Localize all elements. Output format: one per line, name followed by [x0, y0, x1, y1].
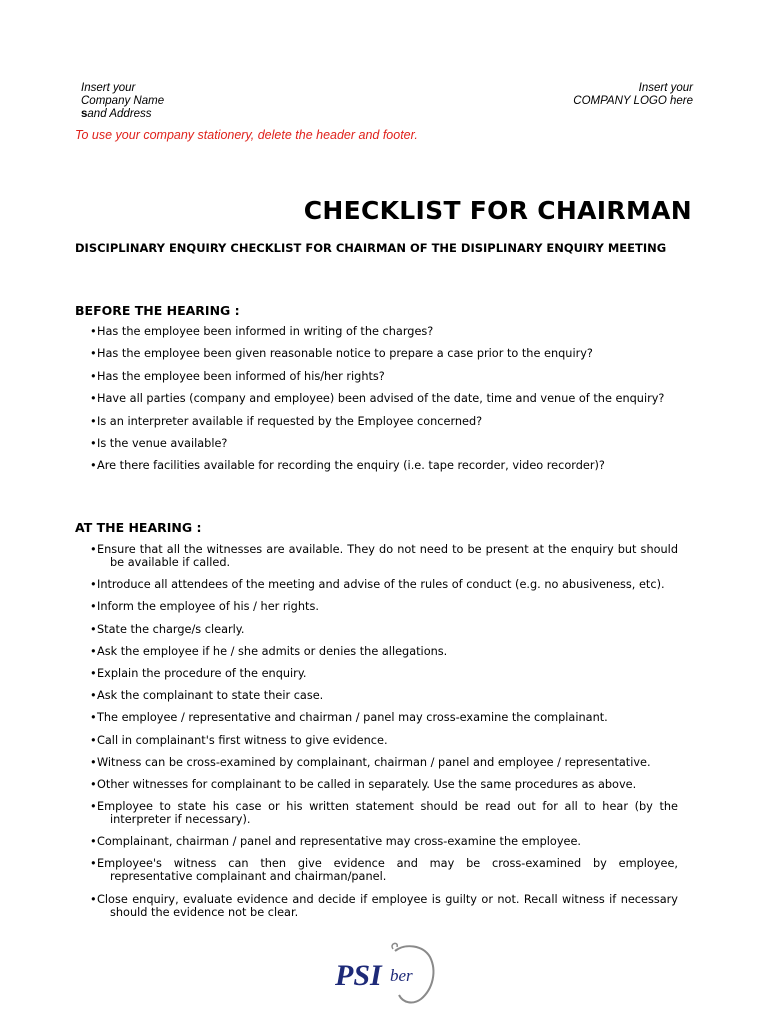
checklist-item-text: Complainant, chairman / panel and representative may cross-examine the employee. — [97, 835, 582, 849]
checklist-item-text: Is the venue available? — [97, 436, 228, 450]
bullet: • — [90, 733, 97, 747]
checklist-item — [90, 689, 678, 702]
checklist-item — [90, 543, 678, 569]
checklist-item-continuation: should the evidence not be clear. — [110, 905, 299, 919]
bullet: • — [90, 436, 97, 450]
checklist-item-text: Call in complainant's first witness to give evidence. — [97, 733, 388, 747]
checklist-item — [90, 623, 678, 636]
bullet: • — [90, 459, 97, 473]
bullet: • — [90, 689, 97, 703]
bullet: • — [90, 347, 97, 361]
checklist-item-text: Ask the complainant to state their case. — [97, 689, 324, 703]
bullet: • — [90, 800, 97, 814]
checklist-item-text: Has the employee been given reasonable notice to prepare a case prior to the enquiry? — [97, 347, 593, 361]
page-title: CHECKLIST FOR CHAIRMAN — [303, 196, 692, 225]
checklist-item — [90, 459, 678, 472]
checklist-item — [90, 437, 678, 450]
section-heading-before: BEFORE THE HEARING : — [75, 303, 240, 318]
bullet: • — [90, 543, 97, 556]
checklist-item — [90, 756, 678, 769]
bullet: • — [90, 414, 97, 428]
checklist-item-text: Introduce all attendees of the meeting and advise of the rules of conduct (e.g. no abusiveness, etc). — [97, 578, 665, 592]
company-line-3-rest: and Address — [87, 108, 152, 120]
checklist-item-continuation: be available if called. — [110, 556, 231, 569]
logo-line-2: COMPANY LOGO here — [573, 95, 693, 107]
before-hearing-list — [90, 325, 678, 482]
checklist-item — [90, 325, 678, 338]
psiber-logo — [333, 941, 439, 1005]
bullet: • — [90, 578, 97, 592]
checklist-item-text: Inform the employee of his / her rights. — [97, 600, 319, 614]
checklist-item-text: Employee's witness can then give evidence and may be cross-examined by employee, — [97, 857, 678, 871]
checklist-item-continuation: interpreter if necessary). — [110, 813, 251, 827]
checklist-item-text: Is an interpreter available if requested by the Employee concerned? — [97, 414, 483, 428]
checklist-item — [90, 835, 678, 848]
bullet: • — [90, 755, 97, 769]
logo-sub-text: ber — [390, 966, 413, 985]
checklist-item — [90, 711, 678, 724]
checklist-item — [90, 893, 678, 919]
mouse-cable — [392, 943, 397, 949]
bullet: • — [90, 835, 97, 849]
bullet: • — [90, 892, 97, 906]
checklist-item-text: Witness can be cross-examined by complainant, chairman / panel and employee / representative. — [97, 755, 651, 769]
bullet: • — [90, 392, 97, 406]
section-heading-at: AT THE HEARING : — [75, 520, 202, 535]
checklist-item — [90, 578, 678, 591]
bullet: • — [90, 622, 97, 636]
bullet: • — [90, 325, 97, 338]
checklist-item — [90, 392, 678, 405]
checklist-item-text: Ensure that all the witnesses are available. They do not need to be present at the enquiry but should — [97, 543, 678, 556]
bullet: • — [90, 666, 97, 680]
page-subtitle: DISCIPLINARY ENQUIRY CHECKLIST FOR CHAIRMAN OF THE DISIPLINARY ENQUIRY MEETING — [75, 241, 667, 255]
checklist-item-text: Has the employee been informed in writing of the charges? — [97, 325, 434, 338]
checklist-item — [90, 415, 678, 428]
checklist-item — [90, 645, 678, 658]
company-placeholder — [81, 82, 164, 121]
bullet: • — [90, 711, 97, 725]
company-line-1: Insert your — [81, 82, 136, 94]
logo-line-1: Insert your — [638, 82, 693, 94]
checklist-item — [90, 347, 678, 360]
checklist-item-text: State the charge/s clearly. — [97, 622, 245, 636]
checklist-item — [90, 370, 678, 383]
checklist-item-text: Have all parties (company and employee) been advised of the date, time and venue of the enquiry? — [97, 392, 665, 406]
at-hearing-list — [90, 543, 678, 928]
company-line-2: Company Name — [81, 95, 165, 107]
checklist-item-continuation: representative complainant and chairman/panel. — [110, 870, 387, 884]
bullet: • — [90, 777, 97, 791]
checklist-item — [90, 800, 678, 826]
checklist-item-text: Explain the procedure of the enquiry. — [97, 666, 307, 680]
bullet: • — [90, 369, 97, 383]
bullet: • — [90, 644, 97, 658]
checklist-item — [90, 667, 678, 680]
bullet: • — [90, 857, 97, 871]
checklist-item — [90, 600, 678, 613]
checklist-item — [90, 778, 678, 791]
logo-main-text: PSI — [335, 959, 382, 992]
checklist-item-text: Has the employee been informed of his/her rights? — [97, 369, 385, 383]
company-line-3-initial: s — [81, 108, 88, 120]
checklist-item — [90, 857, 678, 883]
checklist-item-text: Close enquiry, evaluate evidence and decide if employee is guilty or not. Recall witness if necessary — [97, 892, 678, 906]
checklist-item-text: Employee to state his case or his written statement should be read out for all to hear (by the — [97, 800, 678, 814]
checklist-item — [90, 734, 678, 747]
checklist-item-text: Other witnesses for complainant to be called in separately. Use the same procedures as above. — [97, 777, 637, 791]
checklist-item-text: The employee / representative and chairman / panel may cross-examine the complainant. — [97, 711, 608, 725]
stationery-note: To use your company stationery, delete the header and footer. — [75, 128, 418, 142]
checklist-item-text: Ask the employee if he / she admits or denies the allegations. — [97, 644, 448, 658]
company-line-3 — [81, 108, 164, 121]
checklist-item-text: Are there facilities available for recording the enquiry (i.e. tape recorder, video recorder)? — [97, 459, 605, 473]
logo-placeholder — [573, 82, 693, 108]
bullet: • — [90, 600, 97, 614]
